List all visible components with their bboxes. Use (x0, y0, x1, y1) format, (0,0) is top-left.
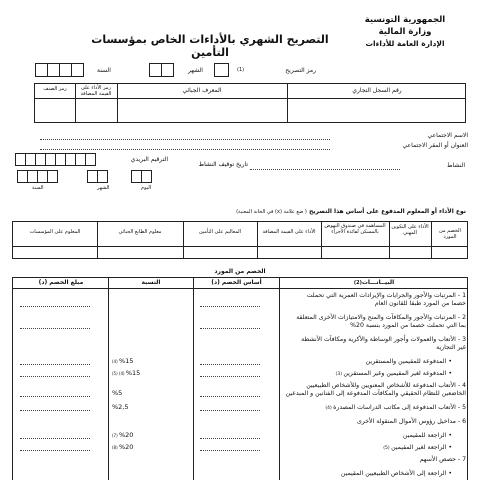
col-vat-code: رمز الأداء على القيمة المضافة (80, 85, 112, 97)
row-description (282, 456, 466, 464)
col-description: البيــانـــات(2) (353, 279, 395, 286)
stop-month-cells[interactable] (88, 170, 108, 183)
postal-code-label: الترقيم البريدي (130, 156, 168, 163)
social-name-label: الاسم الاجتماعي (427, 132, 468, 139)
page-title: التصريح الشهري بالأداءات الخاص بمؤسسات التأمين (91, 33, 329, 59)
row-description (282, 382, 466, 398)
stop-date-label: تاريخ توقيف النشاط (198, 161, 248, 168)
row-description (282, 314, 466, 330)
row-description (282, 404, 466, 413)
base-field[interactable] (200, 450, 260, 451)
rate-value: (4) %15 (112, 357, 134, 365)
postal-code-cells[interactable] (16, 153, 96, 166)
nature-col-vat: الأداء على القيمة المضافة (262, 229, 316, 235)
amount-field[interactable] (20, 306, 90, 307)
row-number: 6 - (455, 418, 466, 425)
row-number: 1 - (455, 292, 466, 299)
rate-value: (5) (4) %15 (112, 369, 141, 377)
row-description (282, 444, 466, 453)
activity-field[interactable] (250, 169, 400, 170)
stop-day-cells[interactable] (132, 170, 152, 183)
nature-col-housing-fund: المساهمة في صندوق النهوض بالمسكن لفائدة الأجراء (324, 223, 386, 235)
base-field[interactable] (200, 396, 260, 397)
nature-col-training-tax: الأداء على التكوين المهني (391, 224, 429, 236)
rate-value: (8) %20 (112, 443, 134, 451)
row-line: 3 - الأتعاب والعمولات وأجور الوساطة والأكرية ومكافآت الأنشطة (301, 336, 466, 343)
col-category-code: رمز الصنف (43, 86, 67, 92)
row-number: 2 - (455, 314, 466, 321)
base-field[interactable] (200, 364, 260, 365)
row-line: غير التجارية (436, 344, 466, 351)
bullet-icon: • (446, 370, 452, 377)
row-number: 7 - (455, 456, 466, 463)
declaration-code-cell[interactable] (214, 63, 229, 77)
row-note: (4) (325, 406, 334, 411)
row-line: 1 - المرتبات والأجور والجرايات والإيرادات العمرية التي تحملت (306, 292, 466, 299)
bullet-icon: • (446, 444, 452, 451)
address-label: العنوان أو المقر الاجتماعي (402, 142, 468, 149)
row-description (282, 358, 466, 366)
base-field[interactable] (200, 306, 260, 307)
rate-value: %2,5 (112, 403, 129, 411)
year-cells[interactable] (36, 63, 84, 77)
withholding-section-title: الخصم من المورد (214, 268, 266, 275)
col-trade-register: رقم السجل التجاري (352, 87, 402, 94)
directorate-label: الإدارة العامة للأداءات (365, 39, 445, 48)
row-line: بما التي تحملت خصما من المورد بنسبة 20% (350, 322, 466, 329)
month-cells[interactable] (150, 63, 174, 77)
row-line: 5 - الأتعاب المدفوعة إلى مكاتب الدراسات المصدرة (4) (325, 404, 466, 411)
nature-table (12, 221, 468, 259)
nature-col-withholding: الخصم من المورد (439, 228, 461, 240)
base-field[interactable] (200, 438, 260, 439)
month-label: الشهر (188, 67, 203, 74)
stop-day-label: اليوم (141, 185, 152, 191)
row-line: • الراجعة إلى الأشخاص الطبيعيين المقيمين (340, 470, 452, 477)
rate-value: (7) %20 (112, 431, 134, 439)
row-number: 5 - (455, 404, 466, 411)
ministry-label: وزارة المالية (378, 27, 432, 37)
row-line: • الراجعة لغير المقيمين (5) (383, 444, 452, 451)
nature-col-insurance-fees: المعاليم على التأمين (198, 229, 242, 235)
row-description (282, 370, 466, 379)
republic-label: الجمهورية التونسية (364, 15, 446, 25)
col-rate: النسبة (141, 279, 161, 286)
stop-year-label: السنة (32, 185, 44, 191)
address-field[interactable] (40, 149, 330, 150)
row-description (282, 292, 466, 308)
col-amount: مبلغ الخصم (د) (38, 279, 84, 286)
stop-month-label: الشهر (97, 185, 110, 191)
amount-field[interactable] (20, 438, 90, 439)
row-line: 6 - مداخيل رؤوس الأموال المنقولة الأخرى (356, 418, 466, 425)
amount-field[interactable] (20, 364, 90, 365)
row-number: 3 - (455, 336, 466, 343)
nature-col-company-tax: المعلوم على المؤسسات (29, 229, 81, 235)
year-label: السنة (97, 67, 111, 74)
nature-col-stamp-duty: معلوم الطابع الجبائي (118, 229, 162, 235)
activity-label: النشاط (446, 162, 465, 169)
amount-field[interactable] (20, 328, 90, 329)
row-line: • الراجعة للمقيمين (402, 432, 452, 439)
nature-heading: نوع الأداء أو المعلوم المدفوع على أساس هذا التصريح ( ضع علامة (x) في الخانة المعنية) (236, 208, 466, 215)
bullet-icon: • (446, 358, 452, 365)
row-line: • المدفوعة للمقيمين والمستقرين (365, 358, 452, 365)
row-number: 4 - (455, 382, 466, 389)
base-field[interactable] (200, 328, 260, 329)
amount-field[interactable] (20, 376, 90, 377)
row-line: خصما من المورد طبقا للقانون العام (374, 300, 466, 307)
row-note: (5) (383, 446, 392, 451)
id-table (34, 83, 466, 123)
row-description (282, 336, 466, 352)
col-tax-id: المعرف الجبائي (182, 87, 222, 94)
row-line: 4 - الأتعاب المدفوعة للأشخاص المعنويين وللأشخاص الطبيعيين (306, 382, 466, 389)
social-name-field[interactable] (40, 139, 330, 140)
declaration-code-label: رمز التصريح (285, 67, 316, 74)
col-base: أساس الخصم (د) (211, 279, 262, 286)
row-line: الخاضعين للنظام الحقيقي والمكافآت المدفوعة إلى الفنانين و المبدعين (285, 390, 466, 397)
stop-year-cells[interactable] (18, 170, 58, 183)
row-description (282, 418, 466, 426)
rate-value: %5 (112, 389, 123, 397)
row-line: • المدفوعة لغير المقيمين وغير المستقرين (3) (335, 370, 452, 377)
amount-field[interactable] (20, 450, 90, 451)
declaration-code-note: (1) (237, 67, 245, 73)
row-description (282, 432, 466, 440)
amount-field[interactable] (20, 396, 90, 397)
bullet-icon: • (446, 432, 452, 439)
base-field[interactable] (200, 410, 260, 411)
row-note: (3) (335, 372, 344, 377)
row-line: 2 - المرتبات والأجور والمكافآت والمنح والامتيازات الأخرى المتعلقة (296, 314, 466, 321)
bullet-icon: • (446, 470, 452, 477)
base-field[interactable] (200, 376, 260, 377)
amount-field[interactable] (20, 410, 90, 411)
row-line: 7 - حصص الأسهم (419, 456, 466, 463)
row-description (282, 470, 466, 478)
